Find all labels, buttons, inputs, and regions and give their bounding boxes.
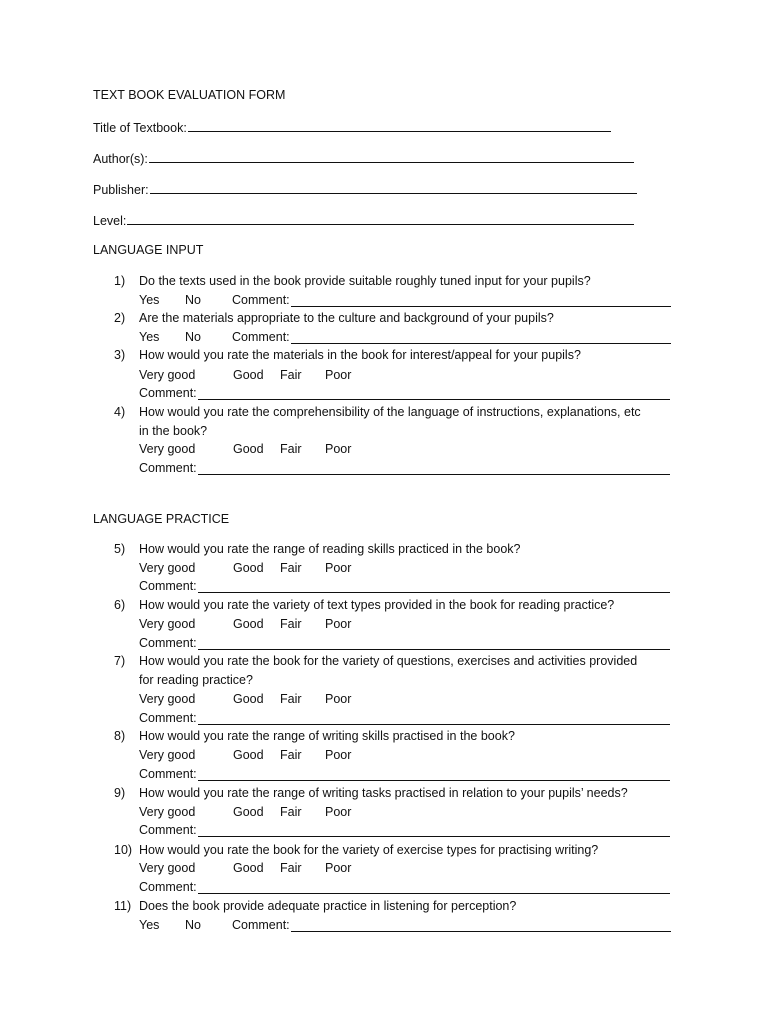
field-label: Author(s):	[93, 152, 148, 166]
question-text: How would you rate the range of reading skills practiced in the book?	[139, 542, 521, 556]
question-number: 9)	[114, 786, 126, 800]
option-yes[interactable]: Yes	[139, 330, 160, 344]
field-blank-line[interactable]	[188, 119, 611, 132]
question-text: How would you rate the comprehensibility of the language of instructions, explanations, etc	[139, 405, 641, 419]
option-fair[interactable]: Fair	[280, 861, 302, 875]
question-number: 5)	[114, 542, 126, 556]
comment-blank-line[interactable]	[198, 768, 670, 781]
option-good[interactable]: Good	[233, 368, 264, 382]
question-text: How would you rate the variety of text types provided in the book for reading practice?	[139, 598, 615, 612]
option-good[interactable]: Good	[233, 692, 264, 706]
question-text-continued: in the book?	[139, 424, 208, 438]
comment-row-8	[139, 767, 677, 785]
comment-field[interactable]	[139, 767, 670, 781]
option-very-good[interactable]: Very good	[139, 617, 196, 631]
question-number: 1)	[114, 274, 126, 288]
option-very-good[interactable]: Very good	[139, 692, 196, 706]
option-poor[interactable]: Poor	[325, 692, 352, 706]
comment-field[interactable]	[139, 823, 670, 837]
comment-label: Comment:	[139, 579, 197, 593]
option-good[interactable]: Good	[233, 748, 264, 762]
option-poor[interactable]: Poor	[325, 561, 352, 575]
option-very-good[interactable]: Very good	[139, 561, 196, 575]
field-label: Level:	[93, 214, 127, 228]
question-text-continued: for reading practice?	[139, 673, 253, 687]
option-yes[interactable]: Yes	[139, 293, 160, 307]
option-fair[interactable]: Fair	[280, 368, 302, 382]
rating-row-9	[139, 805, 677, 823]
question-number: 8)	[114, 729, 126, 743]
question-text: How would you rate the book for the variety of exercise types for practising writing?	[139, 843, 599, 857]
comment-blank-line[interactable]	[198, 712, 670, 725]
comment-row-6	[139, 636, 677, 654]
field-title-of-textbook[interactable]	[93, 119, 611, 135]
question-text: How would you rate the book for the variety of questions, exercises and activities provided	[139, 654, 638, 668]
field-authors[interactable]	[93, 150, 634, 166]
comment-blank-line[interactable]	[198, 824, 670, 837]
answer-row-1	[139, 293, 677, 311]
comment-label: Comment:	[139, 823, 197, 837]
option-fair[interactable]: Fair	[280, 748, 302, 762]
comment-label: Comment:	[139, 711, 197, 725]
form-title: TEXT BOOK EVALUATION FORM	[93, 88, 286, 102]
option-poor[interactable]: Poor	[325, 368, 352, 382]
comment-row-7	[139, 711, 677, 729]
comment-field[interactable]	[139, 880, 670, 894]
comment-blank-line[interactable]	[198, 462, 670, 475]
rating-row-5	[139, 561, 677, 579]
field-label: Publisher:	[93, 183, 149, 197]
comment-label: Comment:	[139, 461, 197, 475]
rating-row-6	[139, 617, 677, 635]
comment-blank-line[interactable]	[291, 919, 671, 932]
comment-field[interactable]	[139, 386, 670, 400]
option-fair[interactable]: Fair	[280, 692, 302, 706]
option-very-good[interactable]: Very good	[139, 805, 196, 819]
rating-row-8	[139, 748, 677, 766]
question-number: 11)	[114, 899, 132, 913]
comment-row-5	[139, 579, 677, 597]
comment-field[interactable]	[139, 636, 670, 650]
field-label: Title of Textbook:	[93, 121, 187, 135]
question-text: Do the texts used in the book provide suitable roughly tuned input for your pupils?	[139, 274, 591, 288]
question-number: 7)	[114, 654, 126, 668]
question-text: How would you rate the range of writing skills practised in the book?	[139, 729, 515, 743]
option-good[interactable]: Good	[233, 442, 264, 456]
option-very-good[interactable]: Very good	[139, 368, 196, 382]
option-poor[interactable]: Poor	[325, 442, 352, 456]
comment-label: Comment:	[139, 880, 197, 894]
comment-blank-line[interactable]	[291, 294, 671, 307]
question-number: 4)	[114, 405, 126, 419]
option-fair[interactable]: Fair	[280, 561, 302, 575]
option-no[interactable]: No	[185, 918, 201, 932]
comment-field[interactable]	[139, 461, 670, 475]
rating-row-10	[139, 861, 677, 879]
option-good[interactable]: Good	[233, 561, 264, 575]
comment-field[interactable]	[139, 711, 670, 725]
comment-label: Comment:	[232, 293, 290, 307]
option-very-good[interactable]: Very good	[139, 861, 196, 875]
option-no[interactable]: No	[185, 293, 201, 307]
comment-row-10	[139, 880, 677, 898]
question-number: 3)	[114, 348, 126, 362]
comment-label: Comment:	[139, 636, 197, 650]
option-poor[interactable]: Poor	[325, 617, 352, 631]
section-heading-language-practice: LANGUAGE PRACTICE	[93, 512, 230, 526]
option-yes[interactable]: Yes	[139, 918, 160, 932]
question-text: Are the materials appropriate to the culture and background of your pupils?	[139, 311, 554, 325]
comment-label: Comment:	[232, 330, 290, 344]
option-fair[interactable]: Fair	[280, 442, 302, 456]
comment-blank-line[interactable]	[198, 881, 670, 894]
question-number: 10)	[114, 843, 133, 857]
comment-blank-line[interactable]	[291, 331, 671, 344]
option-fair[interactable]: Fair	[280, 805, 302, 819]
comment-field[interactable]	[232, 918, 671, 932]
comment-label: Comment:	[139, 386, 197, 400]
question-number: 6)	[114, 598, 126, 612]
option-good[interactable]: Good	[233, 617, 264, 631]
comment-row-9	[139, 823, 677, 841]
question-text: Does the book provide adequate practice in listening for perception?	[139, 899, 517, 913]
comment-blank-line[interactable]	[198, 387, 670, 400]
field-blank-line[interactable]	[150, 181, 637, 194]
rating-row-7	[139, 692, 677, 710]
question-number: 2)	[114, 311, 126, 325]
answer-row-2	[139, 330, 677, 348]
comment-blank-line[interactable]	[198, 637, 670, 650]
comment-row-4	[139, 461, 677, 479]
comment-field[interactable]	[139, 579, 670, 593]
comment-blank-line[interactable]	[198, 580, 670, 593]
rating-row-3	[139, 368, 677, 386]
comment-label: Comment:	[139, 767, 197, 781]
field-level[interactable]	[93, 212, 634, 228]
field-publisher[interactable]	[93, 181, 637, 197]
field-blank-line[interactable]	[149, 150, 634, 163]
question-text: How would you rate the materials in the book for interest/appeal for your pupils?	[139, 348, 581, 362]
option-fair[interactable]: Fair	[280, 617, 302, 631]
option-good[interactable]: Good	[233, 805, 264, 819]
option-very-good[interactable]: Very good	[139, 442, 196, 456]
option-poor[interactable]: Poor	[325, 748, 352, 762]
comment-field[interactable]	[232, 293, 671, 307]
option-no[interactable]: No	[185, 330, 201, 344]
option-poor[interactable]: Poor	[325, 861, 352, 875]
comment-row-3	[139, 386, 677, 404]
section-heading-language-input: LANGUAGE INPUT	[93, 243, 204, 257]
option-good[interactable]: Good	[233, 861, 264, 875]
comment-field[interactable]	[232, 330, 671, 344]
rating-row-4	[139, 442, 677, 460]
question-text: How would you rate the range of writing tasks practised in relation to your pupils’ needs?	[139, 786, 628, 800]
field-blank-line[interactable]	[127, 212, 634, 225]
option-very-good[interactable]: Very good	[139, 748, 196, 762]
comment-label: Comment:	[232, 918, 290, 932]
answer-row-11	[139, 918, 677, 936]
option-poor[interactable]: Poor	[325, 805, 352, 819]
